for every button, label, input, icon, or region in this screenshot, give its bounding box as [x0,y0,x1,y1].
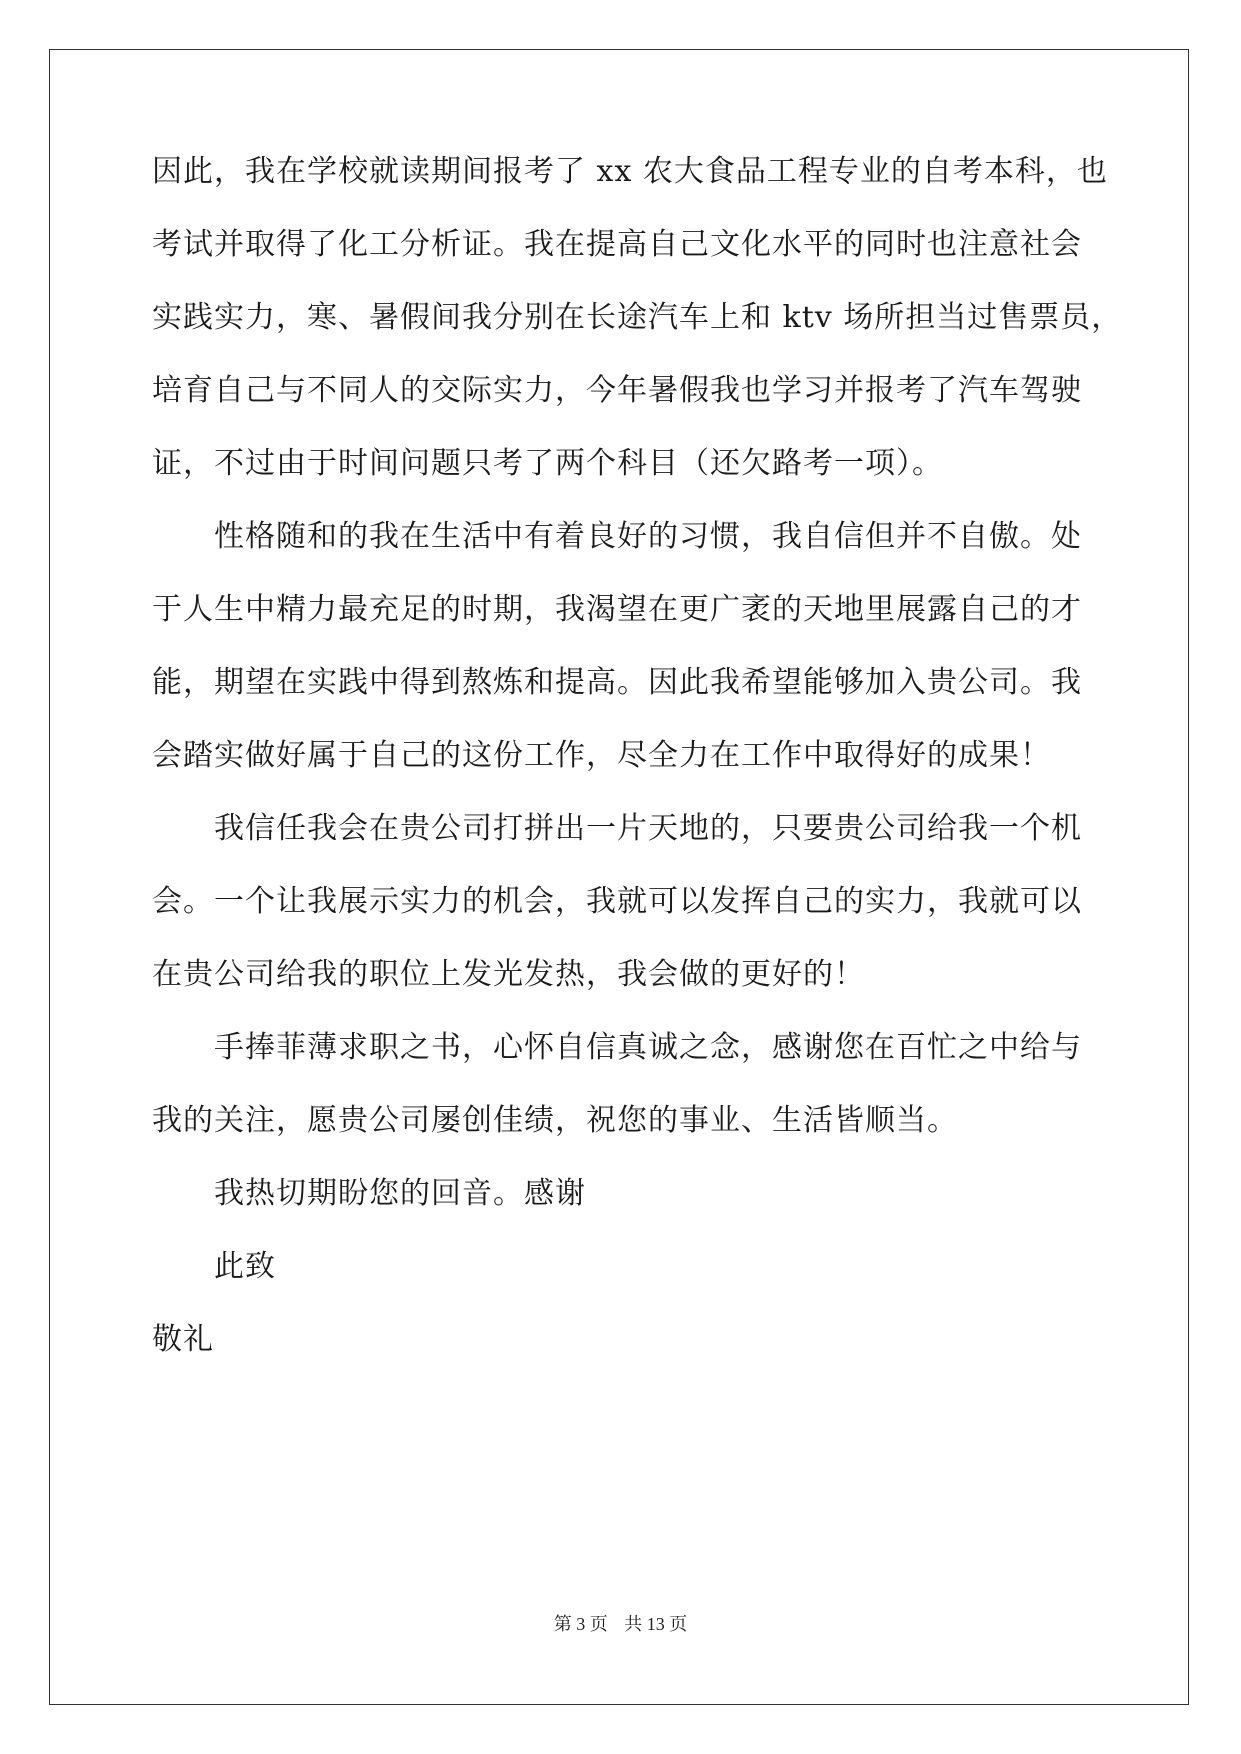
page-footer [0,1610,1241,1636]
page-number: 第 3 页 [553,1614,608,1634]
text-line: 手捧菲薄求职之书，心怀自信真诚之念，感谢您在百忙之中给与 [214,1030,1082,1065]
text-line: 实践实力，寒、暑假间我分别在长途汽车上和 ktv 场所担当过售票员， [152,300,1123,335]
text-line: 我信任我会在贵公司打拼出一片天地的，只要贵公司给我一个机 [214,811,1082,846]
text-line: 性格随和的我在生活中有着良好的习惯，我自信但并不自傲。处 [214,519,1082,554]
text-line: 证，不过由于时间问题只考了两个科目（还欠路考一项）。 [152,446,943,481]
text-line: 培育自己与不同人的交际实力，今年暑假我也学习并报考了汽车驾驶 [152,373,1082,408]
closing-salutation: 此致 [214,1249,276,1284]
text-line: 在贵公司给我的职位上发光发热，我会做的更好的！ [152,957,865,992]
text-line: 因此，我在学校就读期间报考了 xx 农大食品工程专业的自考本科，也 [152,154,1108,189]
text-line: 我的关注，愿贵公司屡创佳绩，祝您的事业、生活皆顺当。 [152,1103,958,1138]
text-line: 能，期望在实践中得到熬炼和提高。因此我希望能够加入贵公司。我 [152,665,1082,700]
text-line: 于人生中精力最充足的时期，我渴望在更广袤的天地里展露自己的才 [152,592,1082,627]
page-total: 共 13 页 [624,1614,688,1634]
closing-regards: 敬礼 [152,1322,214,1357]
text-line: 考试并取得了化工分析证。我在提高自己文化水平的同时也注意社会 [152,227,1082,262]
text-line: 会踏实做好属于自己的这份工作，尽全力在工作中取得好的成果！ [152,738,1051,773]
text-line: 会。一个让我展示实力的机会，我就可以发挥自己的实力，我就可以 [152,884,1082,919]
text-line: 我热切期盼您的回音。感谢 [214,1176,586,1211]
